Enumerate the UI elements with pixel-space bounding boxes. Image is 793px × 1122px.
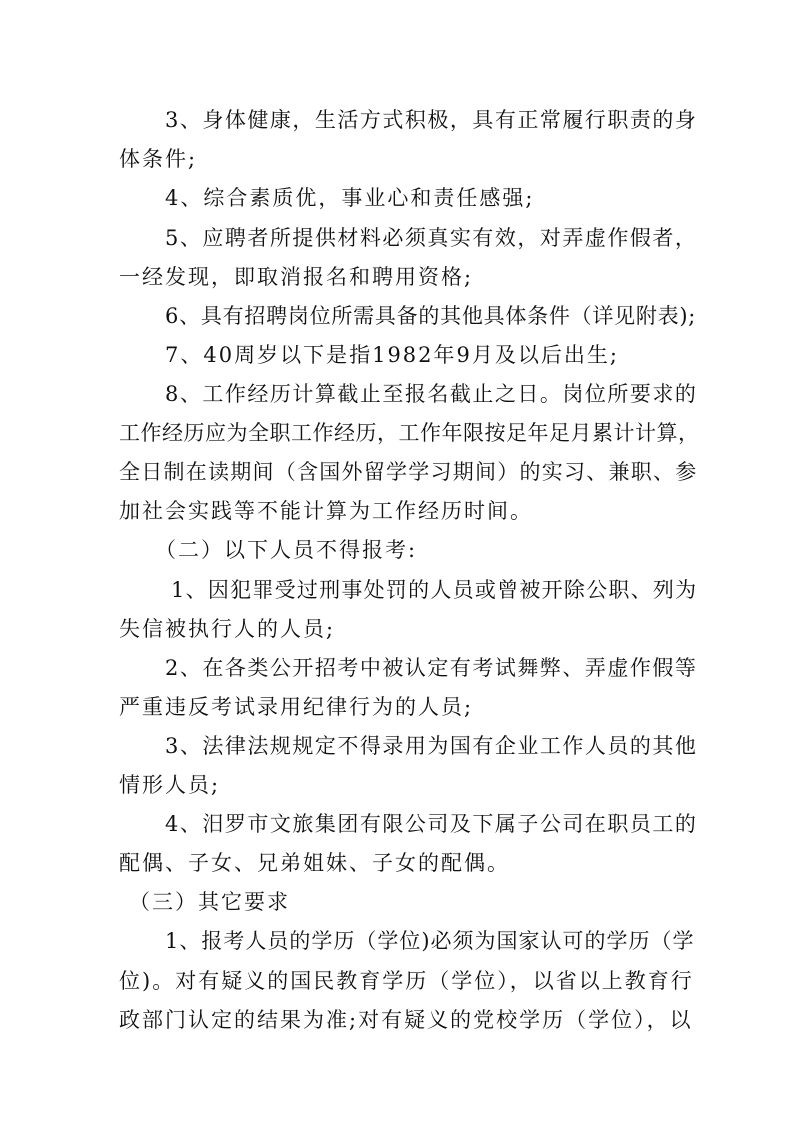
text-line: 严重违反考试录用纪律行为的人员; [119, 695, 474, 719]
text-line: 工作经历应为全职工作经历，工作年限按足年足月累计计算， [119, 421, 700, 445]
text-line: 2、在各类公开招考中被认定有考试舞弊、弄虚作假等 [165, 656, 698, 680]
text-line: 加社会实践等不能计算为工作经历时间。 [119, 499, 533, 523]
text-line: 一经发现，即取消报名和聘用资格; [119, 265, 474, 289]
text-line: 3、身体健康，生活方式积极，具有正常履行职责的身 [165, 108, 698, 132]
section-heading: （三）其它要求 [129, 890, 290, 914]
text-line: 体条件; [119, 147, 198, 171]
text-line: 1、因犯罪受过刑事处罚的人员或曾被开除公职、列为 [171, 578, 698, 602]
text-line: 全日制在读期间（含国外留学学习期间）的实习、兼职、参 [119, 460, 698, 484]
text-line: 1、报考人员的学历（学位)必须为国家认可的学历（学 [165, 929, 695, 953]
text-line: 4、综合素质优，事业心和责任感强; [165, 186, 535, 210]
text-line: 情形人员; [119, 773, 221, 797]
section-heading: （二）以下人员不得报考: [155, 538, 418, 562]
text-line: 7、40周岁以下是指1982年9月及以后出生; [165, 343, 619, 367]
text-line: 位)。对有疑义的国民教育学历（学位），以省以上教育行 [119, 969, 694, 993]
text-line: 失信被执行人的人员; [119, 617, 336, 641]
text-line: 8、工作经历计算截止至报名截止之日。岗位所要求的 [165, 382, 698, 406]
text-line: 6、具有招聘岗位所需具备的其他具体条件（详见附表); [165, 304, 697, 328]
text-line: 4、汨罗市文旅集团有限公司及下属子公司在职员工的 [165, 812, 698, 836]
text-line: 5、应聘者所提供材料必须真实有效，对弄虚作假者， [165, 226, 698, 250]
text-line: 政部门认定的结果为准;对有疑义的党校学历（学位），以 [119, 1008, 693, 1032]
text-line: 配偶、子女、兄弟姐妹、子女的配偶。 [119, 851, 510, 875]
text-line: 3、法律法规规定不得录用为国有企业工作人员的其他 [165, 734, 698, 758]
